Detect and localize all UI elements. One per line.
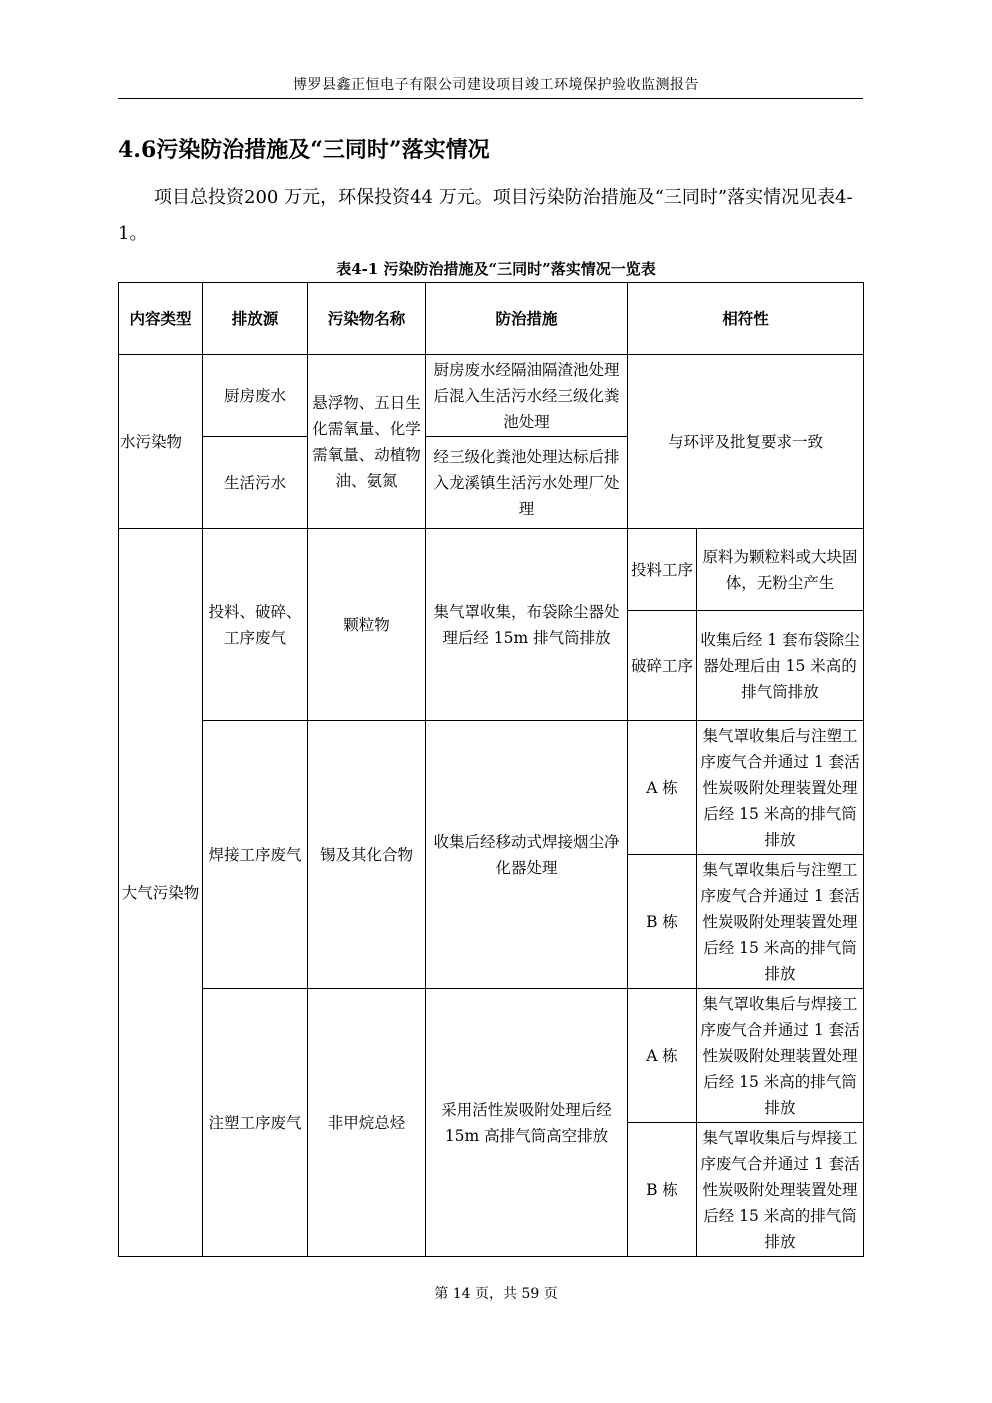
air-measure-injection: 采用活性炭吸附处理后经 15m 高排气筒高空排放 [426,989,628,1257]
header-conformity: 相符性 [628,283,864,355]
air-measure-feeding: 集气罩收集，布袋除尘器处理后经 15m 排气筒排放 [426,529,628,721]
air-category: 大气污染物 [119,529,203,1257]
pollution-measures-table [118,282,864,1257]
table-header-row [119,283,864,355]
header-source: 排放源 [203,283,308,355]
table-row [119,355,864,437]
water-pollutants: 悬浮物、五日生化需氧量、化学需氧量、动植物油、氨氮 [308,355,426,529]
water-source-domestic: 生活污水 [203,437,308,529]
water-category: 水污染物 [119,355,203,529]
header-pollutant: 污染物名称 [308,283,426,355]
sub-conformity: 原料为颗粒料或大块固体，无粉尘产生 [697,529,864,611]
report-header: 博罗县鑫正恒电子有限公司建设项目竣工环境保护验收监测报告 [293,77,699,93]
water-measure-kitchen: 厨房废水经隔油隔渣池处理后混入生活污水经三级化粪池处理 [426,355,628,437]
sub-label: A 栋 [628,721,697,855]
air-pollutant-tin: 锡及其化合物 [308,721,426,989]
air-source-welding: 焊接工序废气 [203,721,308,989]
air-pollutant-particulate: 颗粒物 [308,529,426,721]
sub-conformity: 收集后经 1 套布袋除尘器处理后由 15 米高的排气筒排放 [697,611,864,721]
table-caption: 表4-1 污染防治措施及“三同时”落实情况一览表 [336,260,656,278]
sub-conformity: 集气罩收集后与焊接工序废气合并通过 1 套活性炭吸附处理装置处理后经 15 米高的排气筒排放 [697,1123,864,1257]
section-title: 4.6污染防治措施及“三同时”落实情况 [118,137,490,163]
page-number: 第 14 页，共 59 页 [434,1286,558,1302]
section-paragraph: 项目总投资200 万元，环保投资44 万元。项目污染防治措施及“三同时”落实情况见表4-1。 [118,187,853,244]
sub-label: 投料工序 [628,529,697,611]
table-row [119,721,864,855]
sub-label: B 栋 [628,855,697,989]
air-source-injection: 注塑工序废气 [203,989,308,1257]
water-conformity: 与环评及批复要求一致 [628,355,864,529]
water-source-kitchen: 厨房废水 [203,355,308,437]
header-measure: 防治措施 [426,283,628,355]
sub-label: B 栋 [628,1123,697,1257]
sub-label: 破碎工序 [628,611,697,721]
header-rule [118,98,863,99]
air-source-feeding: 投料、破碎、工序废气 [203,529,308,721]
table-row [119,529,864,611]
water-measure-domestic: 经三级化粪池处理达标后排入龙溪镇生活污水处理厂处理 [426,437,628,529]
table-row [119,989,864,1123]
sub-conformity: 集气罩收集后与焊接工序废气合并通过 1 套活性炭吸附处理装置处理后经 15 米高的排气筒排放 [697,989,864,1123]
header-category: 内容类型 [119,283,203,355]
air-pollutant-nmhc: 非甲烷总烃 [308,989,426,1257]
air-measure-welding: 收集后经移动式焊接烟尘净化器处理 [426,721,628,989]
sub-conformity: 集气罩收集后与注塑工序废气合并通过 1 套活性炭吸附处理装置处理后经 15 米高的排气筒排放 [697,855,864,989]
sub-label: A 栋 [628,989,697,1123]
sub-conformity: 集气罩收集后与注塑工序废气合并通过 1 套活性炭吸附处理装置处理后经 15 米高的排气筒排放 [697,721,864,855]
